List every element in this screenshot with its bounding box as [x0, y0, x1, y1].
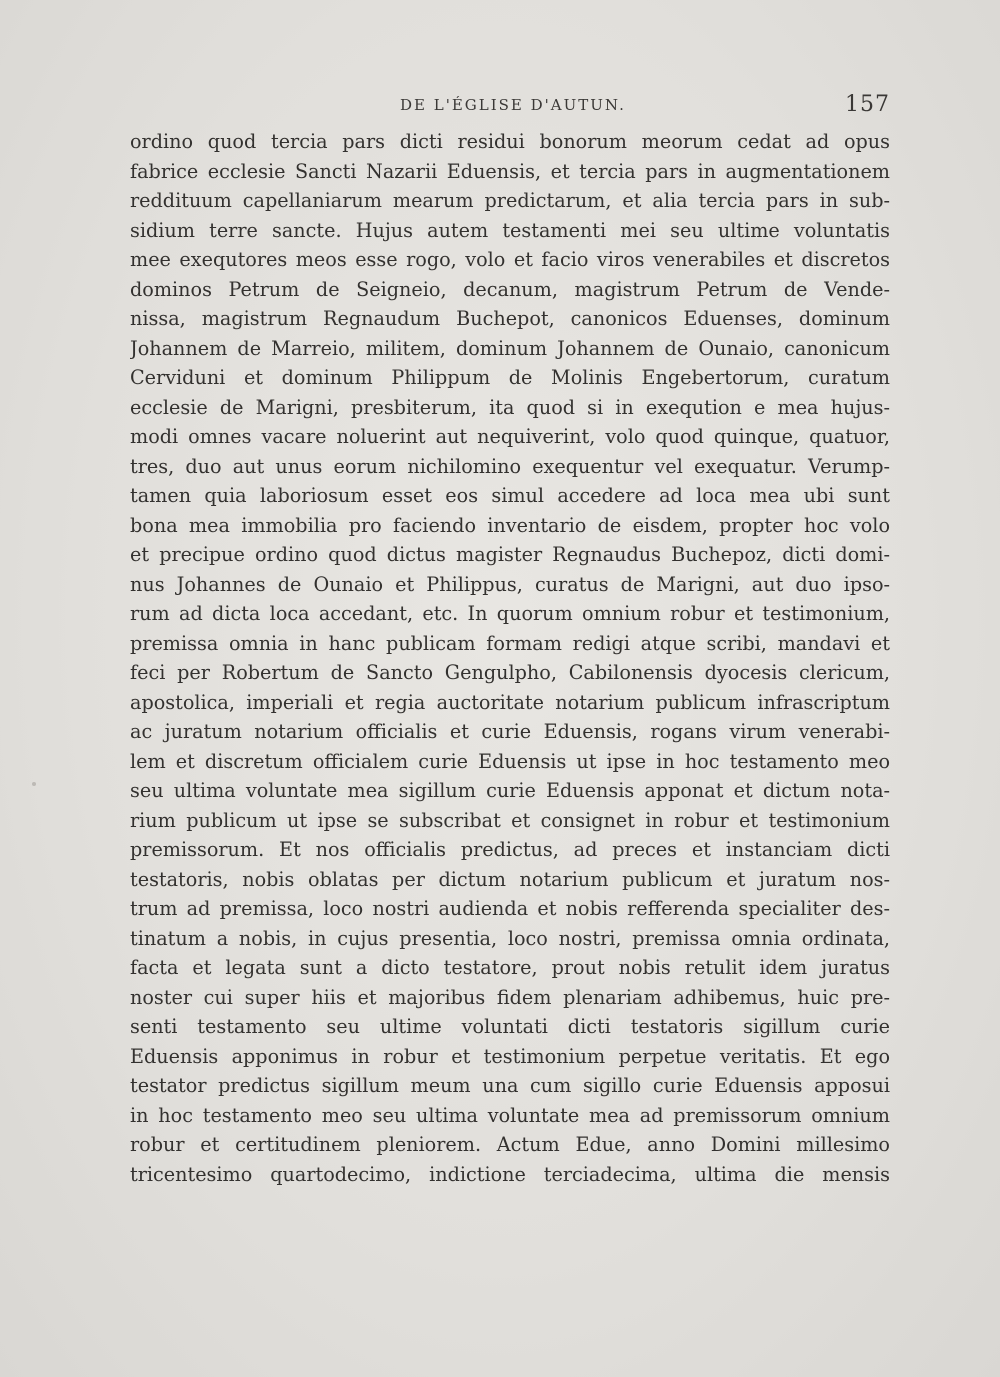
- text-line: ordino quod tercia pars dicti residui bonorum meorum cedat ad opus: [130, 130, 890, 153]
- text-line: Johannem de Marreio, militem, dominum Johannem de Ounaio, canonicum: [130, 336, 890, 360]
- text-line: fabrice ecclesie Sancti Nazarii Eduensis, et tercia pars in augmentationem: [130, 159, 890, 183]
- text-line: rum ad dicta loca accedant, etc. In quorum omnium robur et testimonium,: [130, 602, 890, 625]
- text-line: tres, duo aut unus eorum nichilomino exequentur vel exequatur. Verump-: [130, 454, 890, 478]
- page-number: 157: [845, 92, 890, 117]
- text-line: testatoris, nobis oblatas per dictum notarium publicum et juratum nos-: [130, 867, 890, 891]
- paper-speck: [32, 782, 36, 786]
- text-line: apostolica, imperiali et regia auctoritate notarium publicum infrascriptum: [130, 690, 890, 714]
- text-line: robur et certitudinem pleniorem. Actum Edue, anno Domini millesimo: [130, 1133, 890, 1156]
- text-line: sidium terre sancte. Hujus autem testamenti mei seu ultime voluntatis: [130, 218, 890, 242]
- text-line: Cerviduni et dominum Philippum de Molinis Engebertorum, curatum: [130, 366, 890, 389]
- text-line: in hoc testamento meo seu ultima voluntate mea ad premissorum omnium: [130, 1103, 890, 1127]
- text-line: facta et legata sunt a dicto testatore, prout nobis retulit idem juratus: [130, 956, 890, 979]
- running-title: DE L'ÉGLISE D'AUTUN.: [400, 96, 626, 114]
- text-line: senti testamento seu ultime voluntati dicti testatoris sigillum curie: [130, 1015, 890, 1038]
- text-line: seu ultima voluntate mea sigillum curie Eduensis apponat et dictum nota-: [130, 779, 890, 802]
- text-line: premissa omnia in hanc publicam formam redigi atque scribi, mandavi et: [130, 631, 890, 655]
- text-line: tinatum a nobis, in cujus presentia, loco nostri, premissa omnia ordinata,: [130, 926, 890, 950]
- text-line: reddituum capellaniarum mearum predictarum, et alia tercia pars in sub-: [130, 189, 890, 212]
- text-line: mee exequtores meos esse rogo, volo et facio viros venerabiles et discretos: [130, 248, 890, 271]
- text-line: testator predictus sigillum meum una cum sigillo curie Eduensis apposui: [130, 1074, 890, 1097]
- text-line: ecclesie de Marigni, presbiterum, ita quod si in exeqution e mea hujus-: [130, 395, 890, 419]
- body-text: [130, 127, 890, 1189]
- text-line: noster cui super hiis et majoribus fidem plenariam adhibemus, huic pre-: [130, 985, 890, 1009]
- text-line: lem et discretum officialem curie Eduensis ut ipse in hoc testamento meo: [130, 749, 890, 773]
- text-line: Eduensis apponimus in robur et testimonium perpetue veritatis. Et ego: [130, 1044, 890, 1068]
- text-line: nissa, magistrum Regnaudum Buchepot, canonicos Eduenses, dominum: [130, 307, 890, 330]
- text-line: dominos Petrum de Seigneio, decanum, magistrum Petrum de Vende-: [130, 277, 890, 301]
- text-line: trum ad premissa, loco nostri audienda et nobis refferenda specialiter des-: [130, 897, 890, 920]
- text-line: feci per Robertum de Sancto Gengulpho, Cabilonensis dyocesis clericum,: [130, 661, 890, 684]
- text-line: premissorum. Et nos officialis predictus, ad preces et instanciam dicti: [130, 838, 890, 861]
- text-line: ac juratum notarium officialis et curie Eduensis, rogans virum venerabi-: [130, 720, 890, 743]
- text-line: et precipue ordino quod dictus magister Regnaudus Buchepoz, dicti domi-: [130, 543, 890, 566]
- text-line: rium publicum ut ipse se subscribat et consignet in robur et testimonium: [130, 808, 890, 832]
- text-line: bona mea immobilia pro faciendo inventario de eisdem, propter hoc volo: [130, 513, 890, 537]
- running-head: [130, 92, 890, 122]
- text-line: modi omnes vacare noluerint aut nequiverint, volo quod quinque, quatuor,: [130, 425, 890, 448]
- text-line: tricentesimo quartodecimo, indictione terciadecima, ultima die mensis: [130, 1162, 890, 1186]
- text-line: tamen quia laboriosum esset eos simul accedere ad loca mea ubi sunt: [130, 484, 890, 507]
- text-line: nus Johannes de Ounaio et Philippus, curatus de Marigni, aut duo ipso-: [130, 572, 890, 596]
